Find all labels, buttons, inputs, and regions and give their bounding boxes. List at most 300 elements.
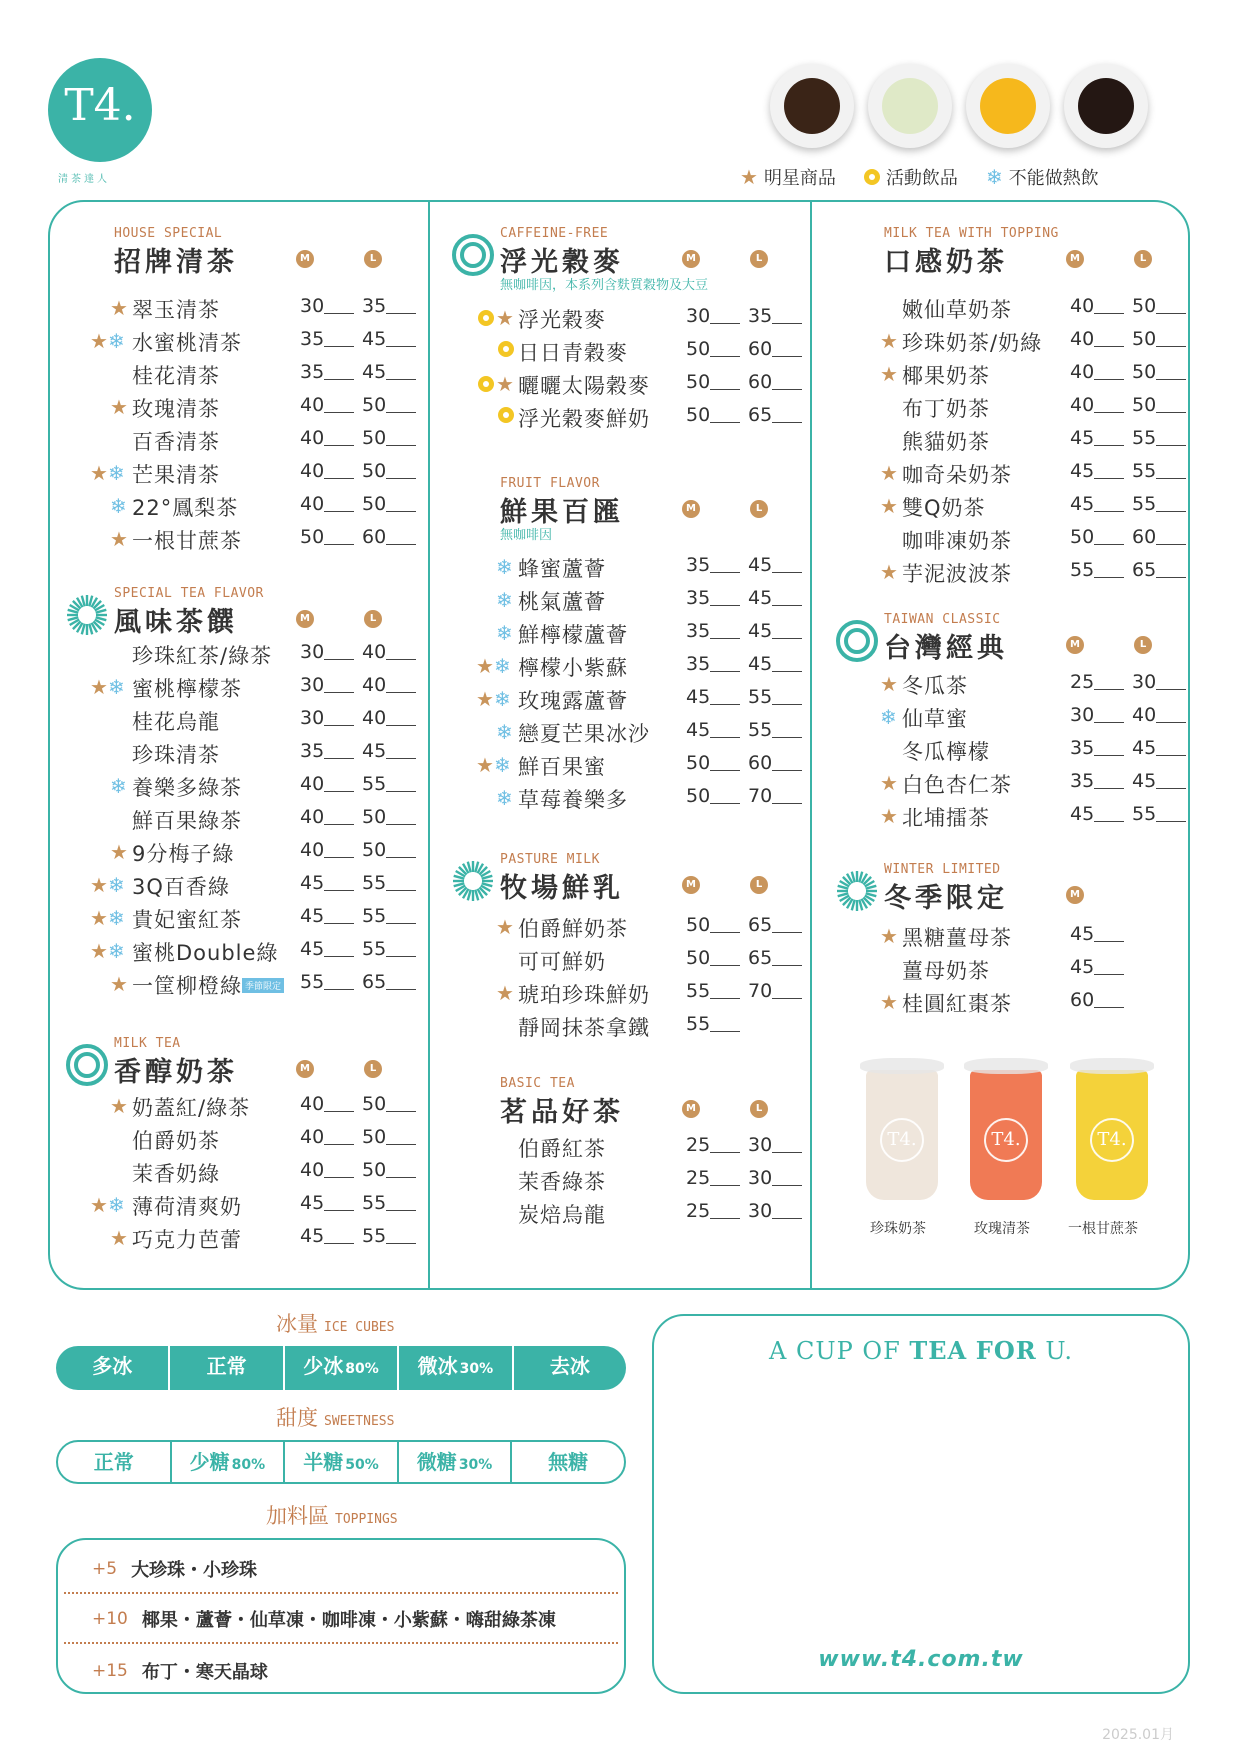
- item-markers: [496, 623, 513, 643]
- price-m: 45: [1070, 803, 1095, 825]
- size-l-badge: L: [364, 250, 382, 268]
- section-title-en: FRUIT FLAVOR: [500, 476, 600, 491]
- snowflake-icon: ❄: [496, 720, 513, 744]
- item-markers: [90, 941, 125, 961]
- section-emblem-icon: [66, 234, 108, 276]
- price-l: 45: [1132, 770, 1157, 792]
- menu-item: [86, 970, 416, 1000]
- snowflake-icon: ❄: [107, 461, 125, 485]
- price-l: 50: [362, 806, 387, 828]
- item-name: 珍珠紅茶/綠茶: [132, 644, 273, 668]
- sweetness-option[interactable]: 無糖: [548, 1450, 589, 1474]
- section-title: 風味茶饌: [114, 607, 238, 638]
- section-emblem-icon: [452, 860, 494, 902]
- item-markers: [110, 974, 128, 994]
- ice-option[interactable]: 多冰: [56, 1346, 170, 1390]
- menu-item: [856, 922, 1186, 952]
- star-icon: ★: [110, 296, 128, 320]
- slogan-box: [652, 1314, 1190, 1694]
- item-name: 炭焙烏龍: [518, 1203, 606, 1227]
- item-markers: [880, 562, 898, 582]
- price-l: 45: [362, 328, 387, 350]
- menu-item: [856, 670, 1186, 700]
- menu-item: [472, 946, 802, 976]
- item-name: 靜岡抹茶拿鐵: [518, 1016, 650, 1040]
- section-emblem-icon: [452, 234, 494, 276]
- price-m: 55: [1070, 559, 1095, 581]
- item-name: 9分梅子綠: [132, 842, 235, 866]
- price-m: 30: [686, 305, 711, 327]
- star-icon: ★: [496, 915, 514, 939]
- sweetness-options: [56, 1440, 626, 1484]
- star-icon: ★: [476, 654, 494, 678]
- price-m: 40: [300, 1093, 325, 1115]
- sweetness-option[interactable]: 正常: [58, 1442, 172, 1482]
- menu-item: [86, 673, 416, 703]
- item-markers: [110, 529, 128, 549]
- size-l-badge: L: [1134, 250, 1152, 268]
- price-l: 55: [748, 686, 773, 708]
- price-l: 30: [748, 1200, 773, 1222]
- item-name: 蜜桃檸檬茶: [132, 677, 242, 701]
- section-note: 無咖啡因，本系列含麩質穀物及大豆: [500, 278, 709, 293]
- price-m: 30: [300, 641, 325, 663]
- menu-item: [472, 652, 802, 682]
- ice-option[interactable]: 微冰 30%: [399, 1346, 513, 1390]
- star-icon: ★: [90, 1193, 108, 1217]
- item-name: 巧克力芭蕾: [132, 1228, 242, 1252]
- price-l: 50: [1132, 394, 1157, 416]
- topping-row: [92, 1656, 268, 1686]
- item-markers: [880, 463, 898, 483]
- price-l: 55: [748, 719, 773, 741]
- menu-item: [472, 1012, 802, 1042]
- print-date: 2025.01月: [1102, 1727, 1174, 1743]
- price-l: 55: [362, 938, 387, 960]
- price-m: 45: [300, 905, 325, 927]
- price-l: 50: [362, 839, 387, 861]
- star-icon: ★: [880, 990, 898, 1014]
- price-m: 50: [300, 526, 325, 548]
- price-l: 70: [748, 980, 773, 1002]
- item-name: 翠玉清茶: [132, 298, 220, 322]
- snowflake-icon: ❄: [107, 873, 125, 897]
- price-l: 30: [1132, 671, 1157, 693]
- price-m: 30: [300, 295, 325, 317]
- price-m: 45: [300, 1192, 325, 1214]
- drink-label: 珍珠奶茶: [870, 1221, 926, 1237]
- menu-item: [856, 736, 1186, 766]
- legend-snow: [986, 164, 1099, 190]
- topping-row: [92, 1604, 556, 1634]
- price-l: 45: [1132, 737, 1157, 759]
- snowflake-icon: ❄: [107, 906, 125, 930]
- price-m: 45: [1070, 460, 1095, 482]
- star-icon: ★: [110, 1094, 128, 1118]
- snowflake-icon: ❄: [107, 329, 125, 353]
- menu-item: [856, 327, 1186, 357]
- item-name: 桂圓紅棗茶: [902, 992, 1012, 1016]
- section-emblem-icon: [452, 484, 494, 526]
- star-icon: ★: [880, 362, 898, 386]
- item-markers: [880, 992, 898, 1012]
- item-markers: [476, 656, 511, 676]
- star-icon: ★: [880, 560, 898, 584]
- item-markers: [110, 776, 127, 796]
- item-name: 雙Q奶茶: [902, 496, 986, 520]
- price-m: 50: [686, 914, 711, 936]
- menu-item: [472, 337, 802, 367]
- price-l: 55: [1132, 427, 1157, 449]
- size-m-badge: M: [682, 500, 700, 518]
- item-name: 冬瓜茶: [902, 674, 968, 698]
- star-icon: ★: [880, 924, 898, 948]
- item-name: 薑母奶茶: [902, 959, 990, 983]
- menu-item: [472, 304, 802, 334]
- price-m: 55: [686, 1013, 711, 1035]
- topping-row: [92, 1554, 257, 1584]
- section-emblem-icon: [836, 620, 878, 662]
- price-m: 55: [300, 971, 325, 993]
- section-title: 茗品好茶: [500, 1097, 624, 1128]
- price-m: 45: [300, 1225, 325, 1247]
- price-l: 35: [748, 305, 773, 327]
- item-name: 嫩仙草奶茶: [902, 298, 1012, 322]
- item-markers: [496, 788, 513, 808]
- price-m: 40: [300, 394, 325, 416]
- menu-item: [86, 1158, 416, 1188]
- item-markers: [110, 842, 128, 862]
- size-m-badge: M: [1066, 250, 1084, 268]
- price-m: 35: [1070, 770, 1095, 792]
- sweetness-option[interactable]: 半糖 50%: [285, 1442, 399, 1482]
- section-title-en: HOUSE SPECIAL: [114, 226, 223, 241]
- item-name: 玫瑰清茶: [132, 397, 220, 421]
- item-name: 北埔擂茶: [902, 806, 990, 830]
- menu-item: [856, 459, 1186, 489]
- price-m: 55: [686, 980, 711, 1002]
- divider: [64, 1592, 618, 1594]
- item-name: 鮮百果綠茶: [132, 809, 242, 833]
- price-m: 45: [686, 686, 711, 708]
- price-m: 45: [1070, 956, 1095, 978]
- section-title-en: CAFFEINE-FREE: [500, 226, 609, 241]
- menu-item: [86, 525, 416, 555]
- item-markers: [476, 308, 514, 328]
- price-l: 45: [748, 653, 773, 675]
- price-l: 50: [362, 493, 387, 515]
- section-emblem-icon: [66, 1044, 108, 1086]
- price-m: 45: [686, 719, 711, 741]
- price-m: 30: [300, 707, 325, 729]
- price-m: 45: [1070, 427, 1095, 449]
- price-l: 60: [748, 371, 773, 393]
- snowflake-icon: ❄: [880, 705, 897, 729]
- sweetness-option[interactable]: 少糖 80%: [172, 1442, 286, 1482]
- item-name: 咖奇朵奶茶: [902, 463, 1012, 487]
- menu-item: [86, 327, 416, 357]
- dot-icon: [498, 341, 514, 357]
- item-name: 百香清茶: [132, 430, 220, 454]
- lemon-aloe-photo: [868, 64, 952, 148]
- menu-item: [472, 1166, 802, 1196]
- item-name: 奶蓋紅/綠茶: [132, 1096, 251, 1120]
- item-markers: [880, 364, 898, 384]
- section-emblem-icon: [836, 234, 878, 276]
- item-markers: [110, 496, 127, 516]
- item-name: 蜂蜜蘆薈: [518, 557, 606, 581]
- menu-item: [86, 739, 416, 769]
- item-markers: [90, 677, 125, 697]
- price-l: 65: [362, 971, 387, 993]
- item-name: 養樂多綠茶: [132, 776, 242, 800]
- menu-item: [86, 871, 416, 901]
- size-l-badge: L: [750, 500, 768, 518]
- price-l: 55: [1132, 460, 1157, 482]
- item-name: 芒果清茶: [132, 463, 220, 487]
- price-l: 60: [748, 752, 773, 774]
- menu-item: [856, 558, 1186, 588]
- item-name: 鮮檸檬蘆薈: [518, 623, 628, 647]
- item-name: 熊貓奶茶: [902, 430, 990, 454]
- menu-item: [86, 805, 416, 835]
- price-m: 25: [1070, 671, 1095, 693]
- price-m: 35: [686, 620, 711, 642]
- price-l: 35: [362, 295, 387, 317]
- price-m: 40: [300, 806, 325, 828]
- menu-item: [856, 360, 1186, 390]
- price-l: 45: [748, 587, 773, 609]
- menu-item: [86, 1224, 416, 1254]
- topping-price: +15: [92, 1661, 128, 1681]
- star-icon: ★: [476, 753, 494, 777]
- snowflake-icon: ❄: [496, 621, 513, 645]
- item-name: 曬曬太陽穀麥: [518, 374, 650, 398]
- ice-option[interactable]: 少冰 80%: [285, 1346, 399, 1390]
- menu-item: [472, 751, 802, 781]
- ice-option[interactable]: 去冰: [549, 1354, 590, 1378]
- price-m: 35: [1070, 737, 1095, 759]
- item-name: 茉香奶綠: [132, 1162, 220, 1186]
- section-title: 鮮果百匯: [500, 497, 624, 528]
- item-markers: [496, 722, 513, 742]
- snowflake-icon: ❄: [985, 165, 1003, 189]
- item-markers: [880, 926, 898, 946]
- website-link[interactable]: www.t4.com.tw: [818, 1647, 1024, 1672]
- ice-option[interactable]: 正常: [170, 1346, 284, 1390]
- price-m: 35: [300, 328, 325, 350]
- price-l: 40: [1132, 704, 1157, 726]
- menu-item: [86, 772, 416, 802]
- menu-item: [856, 988, 1186, 1018]
- price-l: 50: [362, 1159, 387, 1181]
- price-l: 55: [362, 1225, 387, 1247]
- price-l: 55: [362, 905, 387, 927]
- section-emblem-icon: [66, 594, 108, 636]
- price-m: 40: [300, 460, 325, 482]
- item-name: 珍珠清茶: [132, 743, 220, 767]
- snowflake-icon: ❄: [107, 1193, 125, 1217]
- star-icon: ★: [110, 840, 128, 864]
- item-markers: [90, 908, 125, 928]
- price-m: 50: [686, 752, 711, 774]
- price-m: 35: [300, 361, 325, 383]
- section-title-en: SPECIAL TEA FLAVOR: [114, 586, 264, 601]
- size-l-badge: L: [750, 876, 768, 894]
- item-markers: [880, 707, 897, 727]
- menu-item: [856, 525, 1186, 555]
- menu-item: [472, 784, 802, 814]
- star-icon: ★: [880, 672, 898, 696]
- dot-icon: [864, 169, 880, 185]
- section-title-en: WINTER LIMITED: [884, 862, 1001, 877]
- item-name: 白色杏仁茶: [902, 773, 1012, 797]
- divider: [64, 1642, 618, 1644]
- price-m: 35: [686, 653, 711, 675]
- item-name: 可可鮮奶: [518, 950, 606, 974]
- section-title: 台灣經典: [884, 633, 1008, 664]
- price-l: 45: [362, 361, 387, 383]
- price-l: 30: [748, 1167, 773, 1189]
- star-icon: ★: [90, 873, 108, 897]
- star-icon: ★: [880, 494, 898, 518]
- section-title-en: MILK TEA WITH TOPPING: [884, 226, 1059, 241]
- item-markers: [880, 331, 898, 351]
- item-name: 芋泥波波茶: [902, 562, 1012, 586]
- size-m-badge: M: [296, 610, 314, 628]
- menu-item: [472, 685, 802, 715]
- snowflake-icon: ❄: [110, 774, 127, 798]
- price-l: 55: [362, 872, 387, 894]
- price-l: 55: [1132, 493, 1157, 515]
- star-icon: ★: [110, 395, 128, 419]
- price-l: 45: [748, 620, 773, 642]
- price-m: 35: [300, 740, 325, 762]
- price-m: 25: [686, 1167, 711, 1189]
- menu-item: [856, 703, 1186, 733]
- price-m: 30: [300, 674, 325, 696]
- item-name: 布丁奶茶: [902, 397, 990, 421]
- section-title: 冬季限定: [884, 883, 1008, 914]
- star-icon: ★: [496, 372, 514, 396]
- snowflake-icon: ❄: [496, 588, 513, 612]
- logo-text: T4.: [64, 80, 136, 131]
- star-icon: ★: [90, 906, 108, 930]
- item-markers: [496, 917, 514, 937]
- menu-item: [86, 459, 416, 489]
- menu-item: [472, 1133, 802, 1163]
- item-markers: [110, 298, 128, 318]
- menu-item: [86, 492, 416, 522]
- item-name: 黑糖薑母茶: [902, 926, 1012, 950]
- topping-names: 椰果・蘆薈・仙草凍・咖啡凍・小紫蘇・嗨甜綠茶凍: [141, 1610, 556, 1631]
- star-icon: ★: [90, 461, 108, 485]
- price-m: 25: [686, 1134, 711, 1156]
- star-icon: ★: [476, 687, 494, 711]
- size-m-badge: M: [296, 250, 314, 268]
- sweetness-option[interactable]: 微糖 30%: [399, 1442, 513, 1482]
- star-icon: ★: [90, 939, 108, 963]
- price-l: 60: [362, 526, 387, 548]
- drink-photo: T4.: [1066, 1050, 1156, 1210]
- price-l: 50: [1132, 328, 1157, 350]
- section-title: 招牌清茶: [114, 247, 238, 278]
- price-l: 50: [362, 1126, 387, 1148]
- item-name: 戀夏芒果冰沙: [518, 722, 650, 746]
- star-icon: ★: [90, 675, 108, 699]
- grass-jelly-photo: [770, 64, 854, 148]
- menu-item: [86, 1125, 416, 1155]
- item-name: 一根甘蔗茶: [132, 529, 242, 553]
- section-title: 香醇奶茶: [114, 1057, 238, 1088]
- price-m: 60: [1070, 989, 1095, 1011]
- item-name: 檸檬小紫蘇: [518, 656, 628, 680]
- section-title-en: TAIWAN CLASSIC: [884, 612, 1001, 627]
- brand-logo: [48, 58, 152, 162]
- menu-item: [472, 913, 802, 943]
- price-l: 65: [748, 914, 773, 936]
- menu-item: [472, 1199, 802, 1229]
- price-l: 65: [1132, 559, 1157, 581]
- menu-item: [472, 718, 802, 748]
- item-markers: [496, 341, 516, 357]
- star-icon: ★: [880, 329, 898, 353]
- legend-label: 不能做熱飲: [1008, 168, 1099, 189]
- item-name: 伯爵紅茶: [518, 1137, 606, 1161]
- price-m: 40: [1070, 328, 1095, 350]
- size-m-badge: M: [682, 1100, 700, 1118]
- price-m: 40: [1070, 295, 1095, 317]
- topping-names: 大珍珠・小珍珠: [131, 1560, 258, 1581]
- dot-icon: [498, 407, 514, 423]
- drink-photo: T4.: [960, 1050, 1050, 1210]
- section-emblem-icon: [836, 870, 878, 912]
- mango-photo: [966, 64, 1050, 148]
- ice-options: [56, 1346, 626, 1390]
- price-m: 30: [1070, 704, 1095, 726]
- item-markers: [90, 1195, 125, 1215]
- item-markers: [110, 397, 128, 417]
- item-markers: [110, 1096, 128, 1116]
- item-markers: [90, 875, 125, 895]
- size-l-badge: L: [364, 1060, 382, 1078]
- size-l-badge: L: [750, 1100, 768, 1118]
- price-m: 40: [300, 427, 325, 449]
- price-m: 25: [686, 1200, 711, 1222]
- item-markers: [476, 374, 514, 394]
- item-name: 茉香綠茶: [518, 1170, 606, 1194]
- price-l: 55: [1132, 803, 1157, 825]
- price-m: 35: [686, 554, 711, 576]
- menu-item: [856, 802, 1186, 832]
- item-markers: [880, 806, 898, 826]
- menu-item: [86, 640, 416, 670]
- size-l-badge: L: [1134, 636, 1152, 654]
- item-name: 草莓養樂多: [518, 788, 628, 812]
- price-l: 60: [748, 338, 773, 360]
- star-icon: ★: [740, 165, 758, 189]
- item-markers: [110, 1228, 128, 1248]
- brand-tagline: 清茶達人: [58, 174, 110, 185]
- item-name: 桂花烏龍: [132, 710, 220, 734]
- sweetness-title: 甜度 SWEETNESS: [276, 1406, 395, 1430]
- item-name: 玫瑰露蘆薈: [518, 689, 628, 713]
- item-name: 貴妃蜜紅茶: [132, 908, 242, 932]
- price-l: 50: [1132, 295, 1157, 317]
- item-name: 一筐柳橙綠 季節限定: [132, 970, 284, 1000]
- price-l: 40: [362, 674, 387, 696]
- size-m-badge: M: [682, 876, 700, 894]
